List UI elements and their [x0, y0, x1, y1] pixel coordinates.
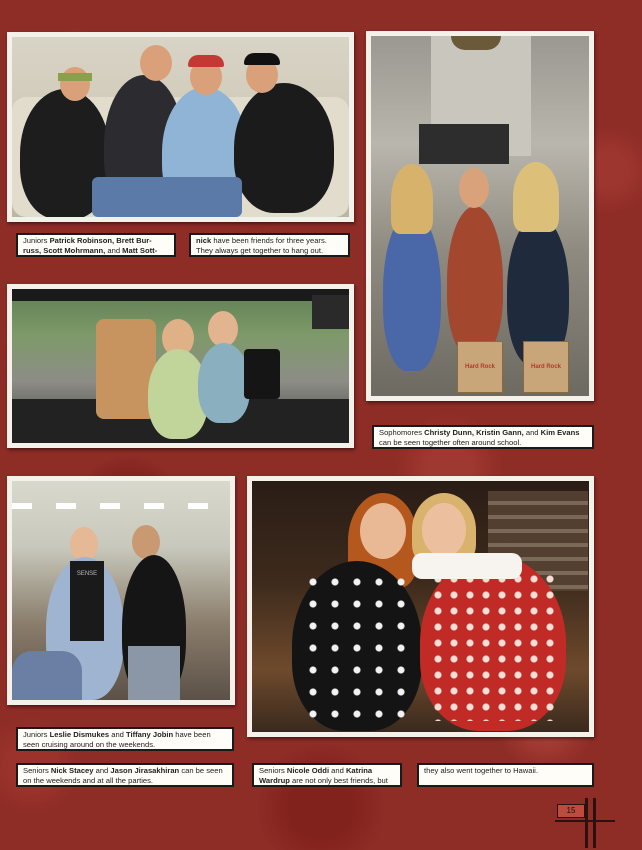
- girl-2-head: [208, 311, 238, 347]
- caption-juniors-hangout-left: Juniors Patrick Robinson, Brett Bur-russ, Scott Mohrmann, and Matt Sott-: [16, 233, 176, 257]
- girl-right-dress-flowers: [430, 571, 556, 721]
- folio-bar-2: [593, 798, 596, 848]
- girl-right-shirt: [412, 553, 522, 579]
- seat: [96, 319, 156, 419]
- photo-sophomores-hard-rock: [366, 31, 594, 401]
- girl-right-head: [422, 503, 466, 557]
- caption-juniors-cruising: Juniors Leslie Dismukes and Tiffany Jobin have been seen cruising around on the weekends.: [16, 727, 234, 751]
- caption-seniors-friends-left: Seniors Nicole Oddi and Katrina Wardrup are not only best friends, but: [252, 763, 402, 787]
- photo-jeep: [7, 284, 354, 448]
- photo-juniors-couch: [7, 32, 354, 222]
- car-background: [312, 295, 349, 329]
- girl-right-hair: [513, 162, 559, 232]
- girl-left-hair: [391, 164, 433, 234]
- shopping-bag-2: Hard Rock: [523, 341, 569, 393]
- ceiling-lights: [12, 503, 230, 509]
- page-folio: [555, 798, 615, 848]
- awning: [419, 124, 509, 164]
- bandana: [58, 73, 92, 81]
- red-cap: [188, 55, 224, 67]
- folio-bar-horizontal: [555, 820, 615, 822]
- photo-seniors-girls: [247, 476, 594, 737]
- girl-left: [383, 211, 441, 371]
- guy-1-head: [70, 527, 98, 561]
- girl-middle-head: [459, 168, 489, 208]
- head-2: [140, 45, 172, 81]
- girl-middle: [447, 206, 503, 356]
- photo-cafeteria: [7, 476, 235, 705]
- caption-seniors-parties: Seniors Nick Stacey and Jason Jirasakhiran can be seen on the weekends and at all the parties.: [16, 763, 234, 787]
- hard-rock-sign: [451, 36, 501, 50]
- shopping-bag-1: Hard Rock: [457, 341, 503, 393]
- jeans-row: [92, 177, 242, 217]
- girl-left-head: [360, 503, 406, 559]
- jeep-frame: [12, 289, 349, 301]
- guy-2-head: [132, 525, 160, 559]
- girl-left-dress-flowers: [302, 571, 412, 721]
- seated-student: [12, 651, 82, 700]
- guy-1-shirt: SENSE: [70, 561, 104, 641]
- caption-sophomores: Sophomores Christy Dunn, Kristin Gann, and Kim Evans can be seen together often around school.: [372, 425, 594, 449]
- folio-bar-1: [585, 798, 588, 848]
- girl-2: [198, 343, 250, 423]
- black-cap: [244, 53, 280, 65]
- person-4: [234, 83, 334, 213]
- guy-2-pants: [128, 646, 180, 700]
- caption-juniors-hangout-right: nick have been friends for three years. They always get together to hang out.: [189, 233, 350, 257]
- mirror: [244, 349, 280, 399]
- caption-seniors-friends-right: they also went together to Hawaii.: [417, 763, 594, 787]
- page-number: 15: [557, 804, 585, 818]
